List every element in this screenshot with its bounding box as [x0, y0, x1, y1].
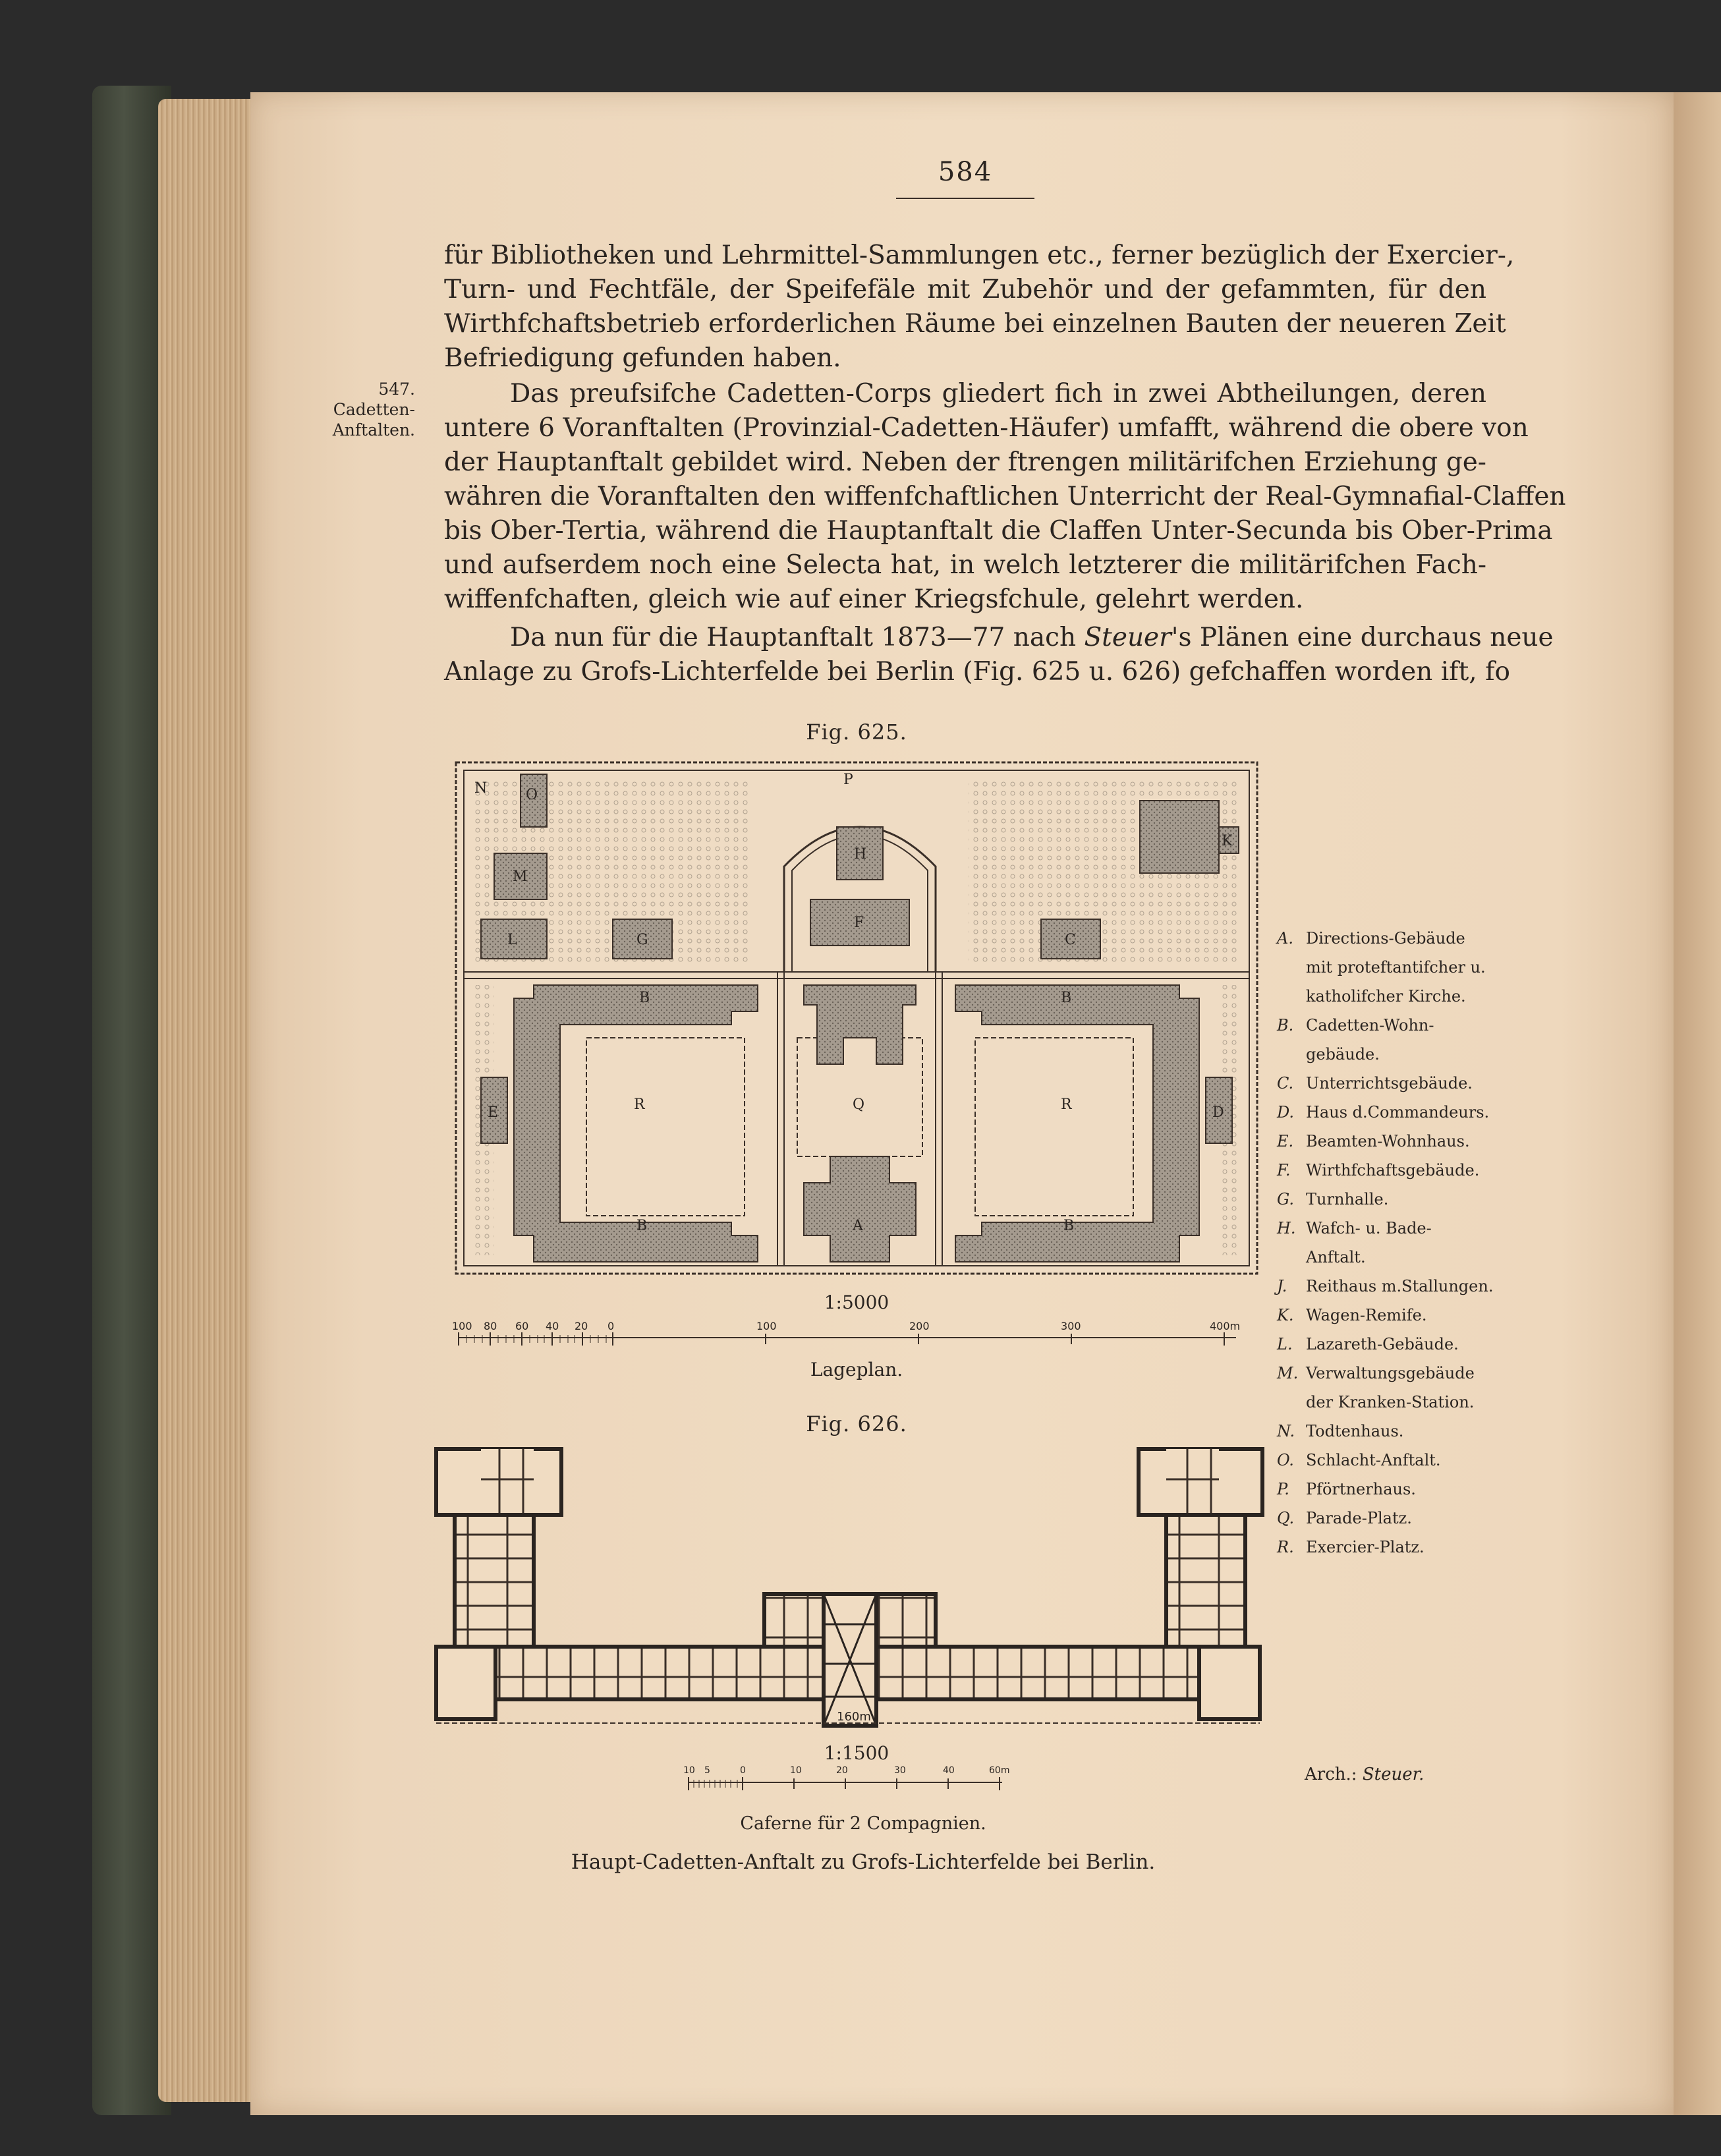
right-pavilion-rooms — [1166, 1449, 1219, 1515]
scale-tick-label: 40 — [943, 1765, 955, 1776]
legend-key: N. — [1277, 1422, 1295, 1440]
plan-letter: L — [507, 932, 517, 948]
legend-text: Pförtnerhaus. — [1306, 1480, 1416, 1498]
plan-letter: K — [1222, 833, 1233, 849]
legend-item — [1277, 1098, 1494, 1127]
legend-text: Haus d.Commandeurs. — [1306, 1103, 1490, 1121]
legend-key: M. — [1277, 1364, 1299, 1382]
scale-tick-label: 100 — [452, 1320, 472, 1332]
legend-text: mit proteftantifcher u. — [1306, 958, 1486, 977]
legend-key: Q. — [1277, 1509, 1295, 1527]
architect-credit — [1305, 1765, 1424, 1784]
legend-item-continuation — [1277, 1040, 1494, 1069]
plan-letter: G — [636, 932, 648, 948]
scale-tick-label: 300 — [1061, 1320, 1081, 1332]
architect-name: Steuer. — [1362, 1765, 1425, 1784]
exercise-ground-right — [975, 1038, 1133, 1216]
legend-item — [1277, 1330, 1494, 1359]
fig-626-scale-bar — [682, 1763, 1064, 1796]
legend-text: Anftalt. — [1306, 1248, 1366, 1266]
legend-item — [1277, 1069, 1494, 1098]
fig-625-caption: Lageplan. — [810, 1359, 903, 1380]
legend-text: katholifcher Kirche. — [1306, 987, 1466, 1006]
paragraph-3 — [444, 621, 1554, 689]
legend-item — [1277, 1272, 1494, 1301]
scale-tick-label: 60 — [515, 1320, 529, 1332]
legend-text: Directions-Gebäude — [1306, 929, 1465, 948]
legend-item — [1277, 1417, 1494, 1446]
legend-key: C. — [1277, 1074, 1294, 1092]
right-stair-block — [1199, 1647, 1260, 1719]
plan-letter: A — [853, 1218, 863, 1234]
scale-tick-labels — [452, 1320, 1240, 1332]
legend-key: D. — [1277, 1103, 1295, 1121]
legend-item — [1277, 1214, 1494, 1243]
legend-item — [1277, 1446, 1494, 1475]
scale-tick-label: 200 — [909, 1320, 930, 1332]
text-line: Das preufsifche Cadetten-Corps gliedert fich in zwei Abtheilungen, deren — [510, 379, 1486, 409]
scale-tick-label: 100 — [756, 1320, 777, 1332]
text-line: für Bibliotheken und Lehrmittel-Sammlungen etc., ferner bezüglich der Exercier-, — [444, 241, 1515, 270]
scale-tick-label: 80 — [484, 1320, 497, 1332]
text-line: Wirthfchaftsbetrieb erforderlichen Räume bei einzelnen Bauten der neueren Zeit — [444, 309, 1506, 339]
scale-tick-label: 0 — [607, 1320, 615, 1332]
plan-letter: P — [843, 772, 853, 788]
legend-key: P. — [1277, 1480, 1289, 1498]
scale-tick-label: 40 — [546, 1320, 559, 1332]
legend-key: R. — [1277, 1538, 1294, 1556]
plan-letter: B — [636, 1218, 648, 1234]
plan-letter: R — [1061, 1096, 1072, 1113]
margin-note — [310, 379, 415, 440]
left-pavilion-rooms — [481, 1449, 534, 1515]
legend-text: gebäude. — [1306, 1045, 1380, 1064]
text-line: wiffenfchaften, gleich wie auf einer Kriegsfchule, gelehrt werden. — [444, 584, 1304, 614]
fig-626-scale: 1:1500 — [824, 1742, 889, 1764]
page-number: 584 — [938, 157, 993, 187]
scale-minor-ticks — [694, 1780, 737, 1788]
right-wing — [1166, 1515, 1245, 1647]
plan-letter: F — [854, 915, 864, 931]
legend-item — [1277, 1533, 1494, 1562]
legend-item — [1277, 1185, 1494, 1214]
legend-key: H. — [1277, 1219, 1296, 1237]
scale-tick-label: 60m — [989, 1765, 1010, 1776]
plan-letter: Q — [853, 1096, 865, 1113]
legend-text: der Kranken-Station. — [1306, 1393, 1475, 1411]
exercise-ground-left — [586, 1038, 745, 1216]
fig-625-scale-bar — [452, 1318, 1249, 1357]
scale-tick-label: 400m — [1210, 1320, 1241, 1332]
legend-text: Beamten-Wohnhaus. — [1306, 1132, 1470, 1150]
plan-letter: R — [634, 1096, 645, 1113]
text-line: bis Ober-Tertia, während die Hauptanftalt die Claffen Unter-Secunda bis Ober-Prima — [444, 516, 1553, 546]
legend-item-continuation — [1277, 1388, 1494, 1417]
margin-note-line: Cadetten- — [333, 400, 415, 419]
fig-626-label: Fig. 626. — [806, 1411, 907, 1436]
barracks-floor-plan — [428, 1440, 1272, 1730]
legend-item — [1277, 1127, 1494, 1156]
text-line: Turn- und Fechtfäle, der Speifefäle mit Zubehör und der gefammten, für den — [444, 275, 1486, 304]
legend-key: E. — [1277, 1132, 1294, 1150]
next-page-edge — [1674, 92, 1721, 2115]
text-line: und aufserdem noch eine Selecta hat, in welch letzterer die militärifchen Fach- — [444, 550, 1486, 580]
page-number-rule — [896, 198, 1034, 199]
scale-tick-label: 10 — [683, 1765, 695, 1776]
legend — [1277, 924, 1494, 1562]
legend-key: G. — [1277, 1190, 1294, 1208]
plan-letter: D — [1212, 1104, 1224, 1121]
scale-tick-labels — [683, 1765, 1009, 1776]
legend-text: Parade-Platz. — [1306, 1509, 1412, 1527]
left-wing — [455, 1515, 534, 1647]
legend-text: Cadetten-Wohn- — [1306, 1016, 1434, 1035]
legend-item — [1277, 1301, 1494, 1330]
fig-626-caption: Caferne für 2 Compagnien. — [740, 1813, 986, 1834]
legend-item — [1277, 1359, 1494, 1388]
legend-key: L. — [1277, 1335, 1293, 1353]
plan-letter: M — [513, 868, 528, 885]
legend-key: O. — [1277, 1451, 1294, 1469]
legend-item-continuation — [1277, 982, 1494, 1011]
left-stair-block — [436, 1647, 495, 1719]
text-line: Anlage zu Grofs-Lichterfelde bei Berlin (Fig. 625 u. 626) gefchaffen worden ift, fo — [444, 657, 1510, 687]
legend-key: F. — [1277, 1161, 1291, 1179]
scale-tick-label: 10 — [790, 1765, 802, 1776]
legend-text: Lazareth-Gebäude. — [1306, 1335, 1459, 1353]
text-fragment: 's Plänen eine durchaus neue — [1171, 623, 1554, 652]
plan-letter: B — [1063, 1218, 1075, 1234]
page-edges — [158, 99, 257, 2102]
legend-item — [1277, 1156, 1494, 1185]
text-line: untere 6 Voranftalten (Provinzial-Cadetten-Häufer) umfafft, während die obere von — [444, 413, 1529, 443]
architect-prefix: Arch.: — [1305, 1765, 1363, 1784]
scale-minor-ticks — [466, 1335, 606, 1343]
legend-text: Verwaltungsgebäude — [1306, 1364, 1475, 1382]
text-fragment: Da nun für die Hauptanftalt 1873—77 nach — [510, 623, 1085, 652]
legend-key: A. — [1277, 929, 1293, 948]
legend-key: J. — [1277, 1277, 1287, 1295]
legend-text: Reithaus m.Stallungen. — [1306, 1277, 1494, 1295]
scale-tick-label: 0 — [740, 1765, 746, 1776]
paragraph-1 — [444, 239, 1515, 376]
scale-ticks — [459, 1332, 1224, 1346]
legend-text: Wafch- u. Bade- — [1306, 1219, 1432, 1237]
text-line — [444, 621, 1554, 655]
legend-item-continuation — [1277, 1243, 1494, 1272]
scale-ticks — [689, 1777, 1000, 1790]
legend-item-continuation — [1277, 953, 1494, 982]
plan-letter: C — [1065, 932, 1076, 948]
legend-text: Todtenhaus. — [1306, 1422, 1404, 1440]
fig-625-scale: 1:5000 — [824, 1291, 889, 1313]
legend-text: Wagen-Remife. — [1306, 1306, 1427, 1324]
legend-text: Wirthfchaftsgebäude. — [1306, 1161, 1480, 1179]
site-plan — [455, 761, 1258, 1275]
fig-625-label: Fig. 625. — [806, 720, 907, 745]
plan-letter: H — [854, 846, 867, 863]
paragraph-2 — [444, 377, 1566, 617]
text-line: Befriedigung gefunden haben. — [444, 343, 841, 373]
scale-tick-label: 5 — [704, 1765, 710, 1776]
plan-letter: O — [526, 787, 538, 803]
legend-key: K. — [1277, 1306, 1294, 1324]
building-j — [1140, 801, 1219, 873]
plan-letter: B — [1061, 990, 1072, 1006]
plan-letter: N — [474, 780, 488, 797]
scale-tick-label: 20 — [575, 1320, 588, 1332]
legend-item — [1277, 1011, 1494, 1040]
margin-note-number: 547. — [378, 380, 415, 399]
text-line: währen die Voranftalten den wiffenfchaftlichen Unterricht der Real-Gymnafial-Claffen — [444, 482, 1566, 511]
plan-letter: E — [488, 1104, 499, 1121]
legend-item — [1277, 1475, 1494, 1504]
legend-text: Turnhalle. — [1306, 1190, 1389, 1208]
scale-tick-label: 20 — [836, 1765, 848, 1776]
scale-tick-label: 30 — [894, 1765, 906, 1776]
architect-name-inline: Steuer — [1084, 623, 1171, 652]
legend-text: Schlacht-Anftalt. — [1306, 1451, 1441, 1469]
text-line: der Hauptanftalt gebildet wird. Neben der ftrengen militärifchen Erziehung ge- — [444, 447, 1486, 477]
margin-note-line: Anftalten. — [332, 420, 415, 440]
legend-item — [1277, 924, 1494, 953]
legend-text: Unterrichtsgebäude. — [1306, 1074, 1473, 1092]
legend-key: B. — [1277, 1016, 1294, 1035]
legend-item — [1277, 1504, 1494, 1533]
legend-text: Exercier-Platz. — [1306, 1538, 1425, 1556]
plan-letter: B — [639, 990, 650, 1006]
dimension-label: 160m — [837, 1710, 871, 1724]
main-caption: Haupt-Cadetten-Anftalt zu Grofs-Lichterfelde bei Berlin. — [571, 1850, 1156, 1874]
